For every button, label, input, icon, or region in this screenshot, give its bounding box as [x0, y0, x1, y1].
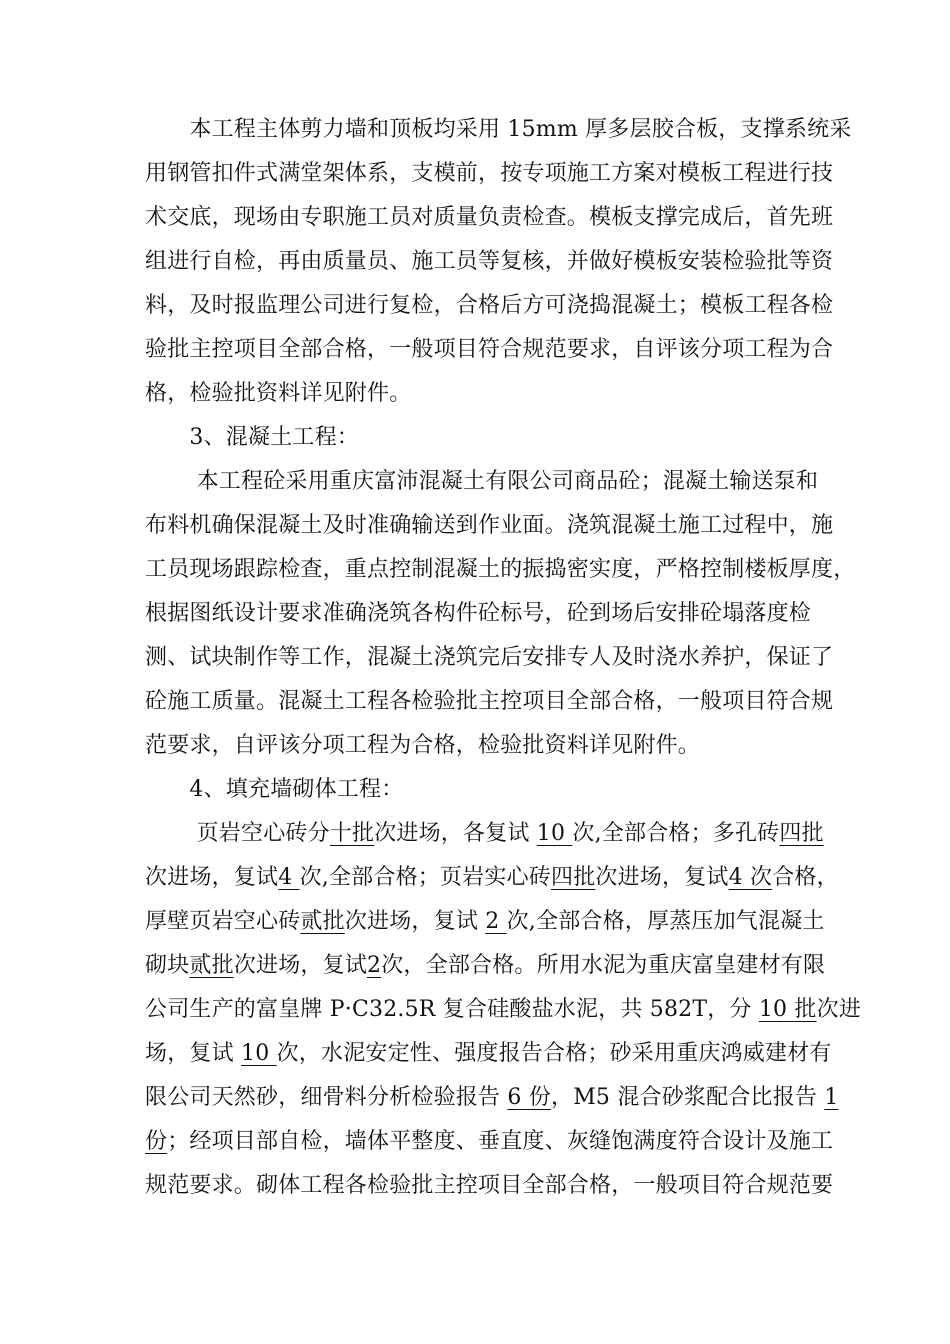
paragraph-formwork-line: 组进行自检，再由质量员、施工员等复核，并做好模板安装检验批等资	[145, 249, 834, 274]
paragraph-masonry-line: 次进场，复试4 次,全部合格；页岩实心砖四批次进场，复试4 次合格，	[145, 865, 839, 890]
paragraph-concrete-line: 工员现场跟踪检查，重点控制混凝土的振捣密实度，严格控制楼板厚度，	[145, 557, 856, 582]
underlined-value: 2	[485, 909, 507, 934]
paragraph-masonry-line: 规范要求。砌体工程各检验批主控项目全部合格，一般项目符合规范要	[145, 1173, 834, 1198]
paragraph-formwork-line: 料，及时报监理公司进行复检，合格后方可浇捣混凝土；模板工程各检	[145, 293, 834, 318]
paragraph-masonry-line: 砌块贰批次进场，复试2次，全部合格。所用水泥为重庆富皇建材有限	[145, 953, 826, 978]
paragraph-formwork-line: 本工程主体剪力墙和顶板均采用 15mm 厚多层胶合板，支撑系统采	[145, 117, 852, 142]
underlined-value: 10	[241, 1041, 277, 1066]
underlined-value: 10	[536, 821, 573, 846]
paragraph-masonry-line: 页岩空心砖分十批次进场，各复试 10 次,全部合格；多孔砖四批	[145, 821, 824, 846]
paragraph-concrete-line: 本工程砼采用重庆富沛混凝土有限公司商品砼；混凝土输送泵和	[145, 469, 819, 494]
paragraph-masonry-line: 厚壁页岩空心砖贰批次进场，复试 2 次,全部合格，厚蒸压加气混凝土	[145, 909, 825, 934]
paragraph-masonry-line: 份；经项目部自检，墙体平整度、垂直度、灰缝饱满度符合设计及施工	[145, 1129, 834, 1154]
paragraph-concrete-line: 砼施工质量。混凝土工程各检验批主控项目全部合格，一般项目符合规	[145, 689, 834, 714]
paragraph-concrete-line: 布料机确保混凝土及时准确输送到作业面。浇筑混凝土施工过程中，施	[145, 513, 834, 538]
underlined-value: 十批	[329, 821, 375, 846]
paragraph-formwork-line: 术交底，现场由专职施工员对质量负责检查。模板支撑完成后，首先班	[145, 205, 834, 230]
underlined-value: 四批	[779, 821, 824, 846]
paragraph-concrete-line: 根据图纸设计要求准确浇筑各构件砼标号，砼到场后安排砼塌落度检	[145, 601, 812, 626]
section-heading-concrete: 3、混凝土工程：	[145, 425, 359, 450]
underlined-value: 1	[824, 1085, 839, 1110]
paragraph-formwork-line: 格，检验批资料详见附件。	[145, 381, 412, 406]
underlined-value: 份	[145, 1129, 168, 1154]
paragraph-concrete-line: 范要求，自评该分项工程为合格，检验批资料详见附件。	[145, 733, 701, 758]
paragraph-formwork-line: 用钢管扣件式满堂架体系，支模前，按专项施工方案对模板工程进行技	[145, 161, 834, 186]
underlined-value: 2	[367, 953, 382, 978]
underlined-value: 四批	[551, 865, 596, 890]
underlined-value: 6 份	[507, 1085, 551, 1110]
underlined-value: 4	[278, 865, 300, 890]
section-heading-masonry: 4、填充墙砌体工程：	[145, 777, 404, 802]
underlined-value: 贰批	[300, 909, 345, 934]
underlined-value: 贰批	[189, 953, 234, 978]
paragraph-concrete-line: 测、试块制作等工作，混凝土浇筑完后安排专人及时浇水养护，保证了	[145, 645, 834, 670]
paragraph-formwork-line: 验批主控项目全部合格，一般项目符合规范要求，自评该分项工程为合	[145, 337, 834, 362]
paragraph-masonry-line: 公司生产的富皇牌 P·C32.5R 复合硅酸盐水泥，共 582T，分 10 批次进	[145, 997, 862, 1022]
paragraph-masonry-line: 限公司天然砂，细骨料分析检验报告 6 份，M5 混合砂浆配合比报告 1	[145, 1085, 839, 1110]
paragraph-masonry-line: 场，复试 10 次，水泥安定性、强度报告合格；砂采用重庆鸿威建材有	[145, 1041, 832, 1066]
underlined-value: 10 批	[758, 997, 817, 1022]
underlined-value: 4 次	[728, 865, 773, 890]
